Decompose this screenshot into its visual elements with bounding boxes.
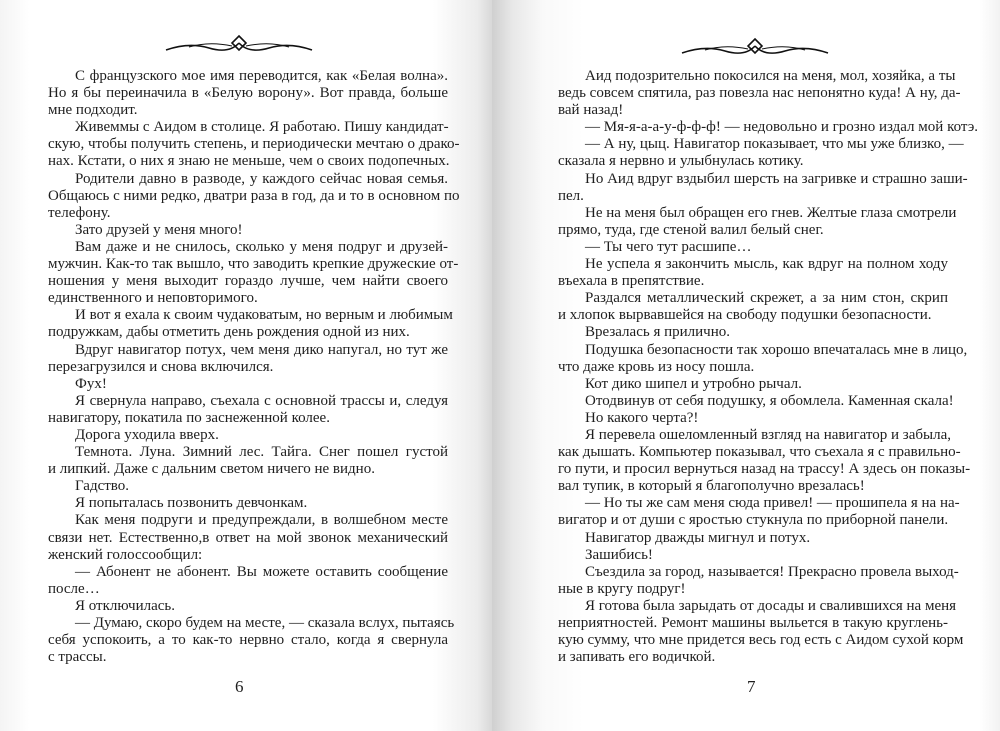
text-line: Дорога уходила вверх. xyxy=(75,426,219,443)
left-page xyxy=(0,0,492,731)
text-line: перезагрузился и снова включился. xyxy=(48,358,274,375)
text-line: ведь совсем спятила, раз повезла нас непонятно куда! А ну, да- xyxy=(558,85,961,102)
text-line: единственного и неповторимого. xyxy=(48,290,258,307)
right-page xyxy=(492,0,1000,731)
text-line: прямо, туда, где стеной валил белый снег. xyxy=(558,221,824,238)
page-number: 7 xyxy=(747,677,756,696)
text-line: Живеммы с Аидом в столице. Я работаю. Пишу кандидат- xyxy=(75,119,449,136)
text-line: связи нет. Естественно,в ответ на мой звонок механический xyxy=(48,529,448,546)
text-line: — Думаю, скоро будем на месте, — сказала вслух, пытаясь xyxy=(75,615,455,631)
text-line: вай назад! xyxy=(558,102,624,119)
text-line: С французского мое имя переводится, как «Белая волна». xyxy=(75,68,448,84)
text-line: с трассы. xyxy=(48,649,107,666)
text-line: себя успокоить, а то как-то нервно стало, когда я свернула xyxy=(48,632,448,649)
text-line: пел. xyxy=(558,187,584,204)
text-line: Зато друзей у меня много! xyxy=(75,221,243,238)
text-line: Родители давно в разводе, у каждого сейчас новая семья. xyxy=(75,170,448,187)
text-line: Вдруг навигатор потух, чем меня дико напугал, но тут же xyxy=(75,341,448,358)
text-line: что даже кровь из носу пошла. xyxy=(558,358,755,375)
text-line: Темнота. Луна. Зимний лес. Тайга. Снег пошел густой xyxy=(75,444,448,461)
text-line: Съездила за город, называется! Прекрасно провела выход- xyxy=(585,563,959,580)
text-line: Я отключилась. xyxy=(75,597,175,614)
text-line: вигатор и от души с яростью стукнула по приборной панели. xyxy=(558,512,949,529)
text-line: как дышать. Компьютер показывал, что съехала я с правильно- xyxy=(558,444,961,461)
text-line: и запивать его водичкой. xyxy=(558,649,716,666)
text-line: Не на меня был обращен его гнев. Желтые глаза смотрели xyxy=(585,204,957,221)
text-line: и хлопок вырвавшейся на свободу подушки безопасности. xyxy=(558,307,932,324)
text-line: сказала я нервно и улыбнулась котику. xyxy=(558,153,804,170)
text-line: Гадство. xyxy=(75,478,130,495)
text-line: Общаюсь с ними редко, дватри раза в год, да и то в основном по xyxy=(48,187,460,204)
text-line: нах. Кстати, о них я знаю не меньше, чем о своих подопечных. xyxy=(48,153,450,170)
text-line: после… xyxy=(48,580,100,597)
text-line: Я попыталась позвонить девчонкам. xyxy=(75,495,308,512)
ornament-divider-icon xyxy=(680,35,830,57)
text-line: Вам даже и не снилось, сколько у меня подруг и друзей- xyxy=(75,238,448,255)
text-line: — Абонент не абонент. Вы можете оставить сообщение xyxy=(75,563,448,580)
page-text xyxy=(48,68,460,666)
text-line: го пути, и просил вернуться назад на трассу! А здесь он показы- xyxy=(558,461,971,478)
text-line: телефону. xyxy=(48,204,111,221)
page-number: 6 xyxy=(235,677,244,696)
text-line: Но Аид вдруг вздыбил шерсть на загривке и страшно заши- xyxy=(585,170,968,187)
text-line: скую, чтобы получить степень, и периодически мечтаю о драко- xyxy=(48,136,460,153)
text-line: Подушка безопасности так хорошо впечаталась мне в лицо, xyxy=(585,341,968,358)
text-line: — Но ты же сам меня сюда привел! — прошипела я на на- xyxy=(585,495,960,512)
text-line: въехала в препятствие. xyxy=(558,273,705,290)
text-line: Не успела я закончить мысль, как вдруг на полном ходу xyxy=(585,256,948,273)
text-line: мне подходит. xyxy=(48,102,138,119)
text-line: Но я бы переиначила в «Белую ворону». Вот правда, больше xyxy=(48,85,448,102)
page-text xyxy=(558,68,979,666)
text-line: Фух! xyxy=(75,375,107,392)
text-line: подружкам, дабы отметить день рождения одной из них. xyxy=(48,324,410,341)
text-line: Но какого черта?! xyxy=(585,409,699,426)
text-line: И вот я ехала к своим чудаковатым, но верным и любимым xyxy=(75,307,453,324)
text-line: Как меня подруги и предупреждали, в волшебном месте xyxy=(75,512,448,529)
text-line: навигатору, покатила по заснеженной колее. xyxy=(48,409,330,426)
text-line: и липкий. Даже с дальним светом ничего не видно. xyxy=(48,461,375,478)
text-line: — Мя-я-а-а-у-ф-ф-ф! — недовольно и грозно издал мой котэ. xyxy=(585,119,979,136)
text-line: Я свернула направо, съехала с основной трассы и, следуя xyxy=(75,392,448,409)
text-line: — А ну, цыц. Навигатор показывает, что мы уже близко, — xyxy=(585,136,964,153)
text-line: женский голоссообщил: xyxy=(48,546,203,563)
text-line: Отодвинув от себя подушку, я обомлела. Каменная скала! xyxy=(585,392,954,409)
text-line: ношения у меня выходит гораздо лучше, чем найти своего xyxy=(48,273,448,290)
text-line: Раздался металлический скрежет, а за ним стон, скрип xyxy=(585,290,948,307)
text-line: Аид подозрительно покосился на меня, мол, хозяйка, а ты xyxy=(585,68,956,84)
text-line: Зашибись! xyxy=(585,546,653,563)
text-line: мужчин. Как-то так вышло, что заводить крепкие дружеские от- xyxy=(48,256,459,273)
text-line: неприятностей. Ремонт машины выльется в такую круглень- xyxy=(558,615,948,631)
text-line: — Ты чего тут расшипе… xyxy=(585,238,752,255)
text-line: Я перевела ошеломленный взгляд на навигатор и забыла, xyxy=(585,426,951,443)
text-line: кую сумму, что мне придется весь год есть с Аидом сухой корм xyxy=(558,632,964,649)
text-line: Кот дико шипел и утробно рычал. xyxy=(585,375,802,392)
text-line: Врезалась я прилично. xyxy=(585,324,730,341)
ornament-divider-icon xyxy=(164,32,314,54)
text-line: ные в кругу подруг! xyxy=(558,580,686,597)
text-line: Я готова была зарыдать от досады и свалившихся на меня xyxy=(585,597,957,614)
text-line: Навигатор дважды мигнул и потух. xyxy=(585,529,811,546)
text-line: вал тупик, в который я благополучно врезалась! xyxy=(558,478,865,495)
